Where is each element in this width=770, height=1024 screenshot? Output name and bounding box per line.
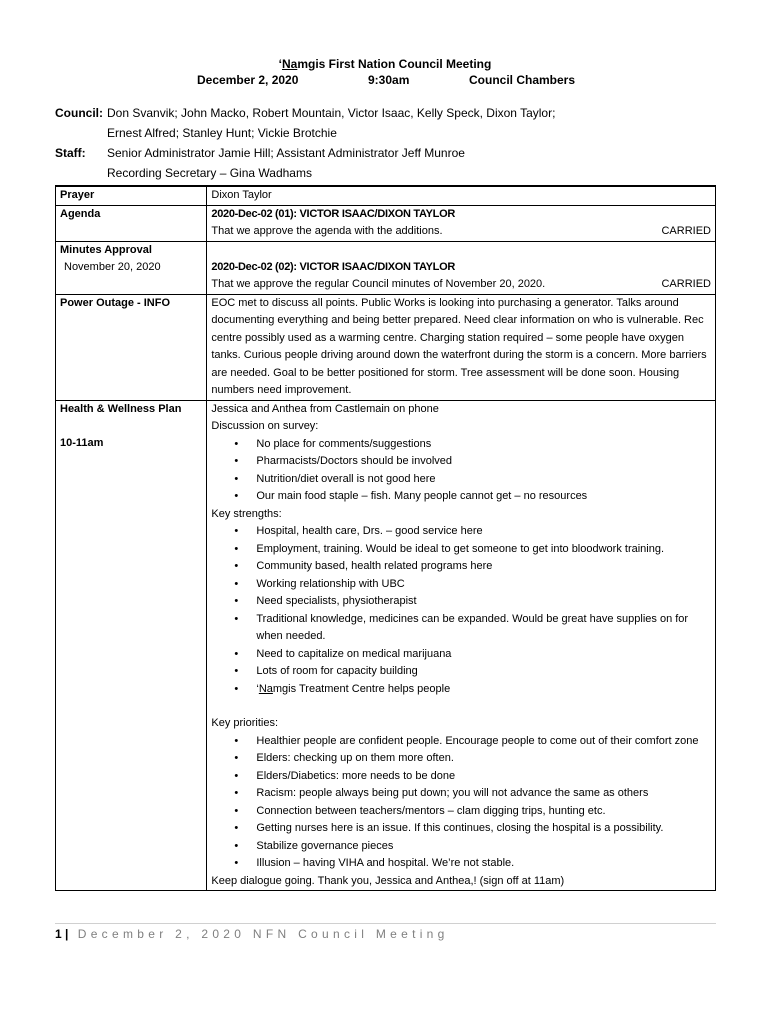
priorities-heading: Key priorities: — [211, 717, 279, 729]
table-row — [56, 294, 716, 400]
list-item: • Connection between teachers/mentors – clam digging trips, hunting etc. — [256, 803, 711, 821]
list-item: • ‘Namgis Treatment Centre helps people — [256, 681, 711, 699]
meeting-title: ‘Namgis First Nation Council Meeting — [278, 57, 492, 71]
survey-list — [211, 436, 711, 506]
agenda-status: CARRIED — [661, 225, 711, 237]
list-item: • Elders: checking up on them more often. — [256, 750, 711, 768]
prayer-text: Dixon Taylor — [207, 186, 716, 205]
list-item: • Stabilize governance pieces — [256, 838, 711, 856]
health-time: 10-11am — [60, 437, 104, 449]
list-item: • No place for comments/suggestions — [256, 436, 711, 454]
meeting-time: 9:30am — [368, 73, 410, 87]
list-item: • Elders/Diabetics: more needs to be done — [256, 768, 711, 786]
minutes-resolution: That we approve the regular Council minutes of November 20, 2020. CARRIED — [211, 276, 711, 294]
list-item: • Need to capitalize on medical marijuana — [256, 646, 711, 664]
footer-separator: | — [65, 927, 69, 941]
meeting-date: December 2, 2020 — [197, 73, 299, 87]
list-item: • Illusion – having VIHA and hospital. We’re not stable. — [256, 855, 711, 873]
list-item: • Pharmacists/Doctors should be involved — [256, 453, 711, 471]
staff-attendees: Staff: Senior Administrator Jamie Hill; Assistant Administrator Jeff Munroe Recording Secretary – Gina Wadhams — [55, 146, 465, 180]
power-label: Power Outage - INFO — [56, 294, 207, 400]
minutes-label-cell — [56, 241, 207, 294]
table-row — [56, 241, 716, 294]
priorities-list — [211, 733, 711, 873]
meeting-location: Council Chambers — [469, 73, 576, 87]
list-item: • Racism: people always being put down; you will not advance the same as others — [256, 785, 711, 803]
health-intro: Jessica and Anthea from Castlemain on phone — [211, 402, 439, 415]
survey-heading: Discussion on survey: — [211, 420, 319, 432]
list-item: • Our main food staple – fish. Many people cannot get – no resources — [256, 488, 711, 506]
health-cell — [207, 400, 716, 891]
minutes-date: November 20, 2020 — [64, 261, 161, 273]
minutes-motion: 2020-Dec-02 (02): VICTOR ISAAC/DIXON TAYLOR — [211, 260, 456, 273]
agenda-label: Agenda — [56, 205, 207, 241]
table-row — [56, 400, 716, 891]
power-text: EOC met to discuss all points. Public Works is looking into purchasing a generator. Talks around documenting everything and being better prepared. Need clear information on who is vulnerable. Rec centre possibly used as a warming centre. Charging station required – some people have oxygen tanks. Curious people driving around down the waterfront during the storm is a concern. More barriers are needed. Goal to be better positioned for storm. Tree assessment will be done soon. Housing numbers need improvement. — [207, 294, 716, 400]
minutes-label: Minutes Approval — [60, 243, 152, 256]
minutes-cell — [207, 241, 716, 294]
list-item: • Lots of room for capacity building — [256, 663, 711, 681]
list-item: • Need specialists, physiotherapist — [256, 593, 711, 611]
health-closing: Keep dialogue going. Thank you, Jessica and Anthea,! (sign off at 11am) — [211, 874, 565, 887]
health-label: Health & Wellness Plan — [60, 402, 182, 415]
list-item: • Hospital, health care, Drs. – good service here — [256, 523, 711, 541]
health-label-cell — [56, 400, 207, 891]
list-item: • Community based, health related programs here — [256, 558, 711, 576]
list-item: • Nutrition/diet overall is not good here — [256, 471, 711, 489]
minutes-status: CARRIED — [661, 278, 711, 290]
agenda-resolution: That we approve the agenda with the additions. CARRIED — [211, 223, 711, 241]
minutes-table — [55, 185, 716, 891]
list-item: • Getting nurses here is an issue. If this continues, closing the hospital is a possibility. — [256, 820, 711, 838]
list-item: • Healthier people are confident people. Encourage people to come out of their comfort zone — [256, 733, 711, 751]
strengths-list — [211, 523, 711, 698]
strengths-heading: Key strengths: — [211, 507, 282, 520]
council-attendees: Council: Don Svanvik; John Macko, Robert Mountain, Victor Isaac, Kelly Speck, Dixon Taylor; Ernest Alfred; Stanley Hunt; Vickie Brotchie — [55, 106, 556, 140]
page-footer — [55, 927, 449, 941]
footer-divider — [55, 923, 716, 924]
agenda-motion: 2020-Dec-02 (01): VICTOR ISAAC/DIXON TAYLOR — [211, 207, 456, 220]
page-number: 1 — [55, 927, 62, 941]
table-row — [56, 186, 716, 205]
list-item: • Working relationship with UBC — [256, 576, 711, 594]
list-item: • Traditional knowledge, medicines can be expanded. Would be great have supplies on for when needed. — [256, 611, 711, 646]
list-item: • Employment, training. Would be ideal to get someone to get into bloodwork training. — [256, 541, 711, 559]
footer-text: December 2, 2020 NFN Council Meeting — [77, 927, 449, 941]
agenda-cell — [207, 205, 716, 241]
prayer-label: Prayer — [56, 186, 207, 205]
table-row — [56, 205, 716, 241]
